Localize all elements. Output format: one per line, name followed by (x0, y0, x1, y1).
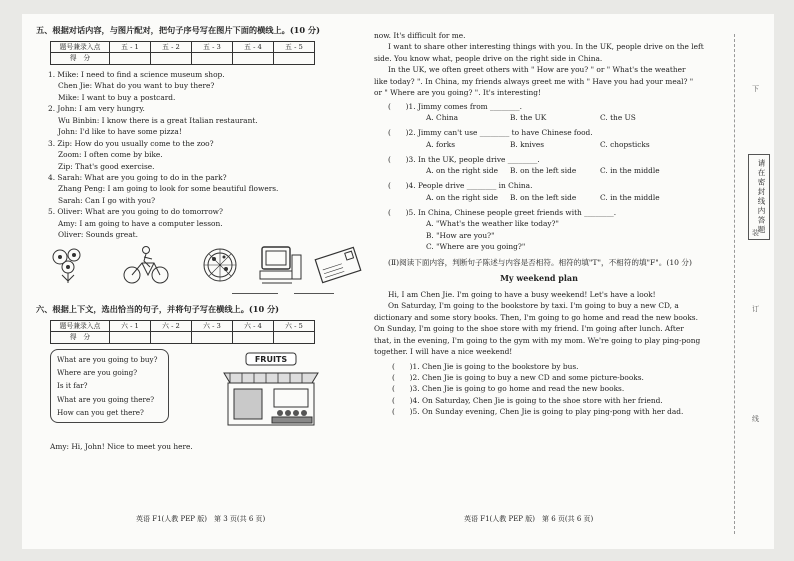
intro-line: side. You know what, people drive on the right side in China. (374, 53, 603, 63)
score-label: 得 分 (51, 332, 110, 344)
option: What are you going there? (57, 394, 155, 404)
score-head: 五 - 3 (192, 41, 233, 53)
question-text: )4. People drive ________ in China. (405, 181, 533, 191)
answer-paren[interactable]: ( (392, 384, 410, 394)
option-a: A. China (426, 113, 458, 123)
score-cell[interactable] (274, 332, 315, 344)
answer-blank[interactable] (294, 293, 334, 294)
answer-blank[interactable] (232, 293, 278, 294)
dialog-line: Sarah: Can I go with you? (58, 195, 156, 205)
left-page (36, 14, 366, 523)
score-cell[interactable] (110, 332, 151, 344)
score-label: 得 分 (51, 53, 110, 65)
tf-statement: )2. Chen Jie is going to buy a new CD and some picture-books. (409, 373, 644, 382)
plan-line: that, in the evening, I'm going to the gym with my mom. We're going to play ping-pong (374, 335, 701, 345)
plan-line: dictionary and some story books. Then, I'm going to go home and read the new books. (374, 312, 698, 322)
binding-char: 线 (752, 415, 759, 423)
option-c: C. in the middle (600, 166, 660, 176)
answer-paren[interactable]: ( (388, 101, 406, 111)
score-head: 五 - 5 (274, 41, 315, 53)
dialog-5 (36, 206, 366, 240)
dialog-line: Zhang Peng: I am going to look for some beautiful flowers. (58, 184, 279, 194)
question-text: )3. In the UK, people drive ________. (405, 154, 540, 164)
section6-body (36, 349, 366, 439)
question-text: )2. Jimmy can't use ________ to have Chinese food. (405, 128, 593, 138)
question-4 (374, 180, 704, 203)
option: What are you going to buy? (57, 354, 158, 364)
plan-line: Hi, I am Chen Jie. I'm going to have a busy weekend! Let's have a look! (388, 289, 656, 299)
option-b: B. on the left side (510, 166, 577, 176)
dialog-4 (36, 172, 366, 206)
section5-title: 五、根据对话内容，与图片配对，把句子序号写在图片下面的横线上。(10 分) (36, 25, 320, 35)
question-5 (374, 207, 704, 253)
dialog-3 (36, 138, 366, 172)
answer-paren[interactable]: ( (388, 154, 406, 164)
score-cell[interactable] (233, 332, 274, 344)
score-cell[interactable] (110, 53, 151, 65)
score-head: 六 - 5 (274, 320, 315, 332)
option-a: A. on the right side (426, 192, 499, 202)
dialog-line: 5. Oliver: What are you going to do tomorrow? (48, 207, 223, 217)
fruits-sign: FRUITS (254, 354, 288, 364)
option-b: B. "How are you?" (426, 230, 495, 240)
dialog-line: Chen Jie: What do you want to buy there? (58, 81, 215, 91)
dialog-line: Mike: I want to buy a postcard. (58, 92, 176, 102)
answer-paren[interactable]: ( (388, 128, 406, 138)
options-box (50, 349, 169, 424)
question-text: )1. Jimmy comes from ________. (405, 101, 522, 111)
score-cell[interactable] (233, 53, 274, 65)
plan-line: On Sunday, I'm going to the shoe store with my friend. I'm going after lunch. After (374, 324, 684, 334)
section5-score-table (50, 41, 315, 65)
tf-statement: )3. Chen Jie is going to go home and read the new books. (409, 384, 625, 394)
answer-paren[interactable]: ( (392, 373, 410, 382)
option-c: C. chopsticks (600, 139, 650, 149)
binding-notice: 请在密封线内答题 (748, 154, 770, 240)
bike-picture (122, 245, 172, 285)
option-c: C. in the middle (600, 192, 660, 202)
plan-line: On Saturday, I'm going to the bookstore by taxi. I'm going to buy a new CD, a (388, 301, 679, 311)
computer-picture (258, 245, 304, 287)
score-cell[interactable] (151, 53, 192, 65)
option-b: B. on the left side (510, 192, 577, 202)
answer-paren[interactable]: ( (388, 207, 406, 217)
intro-line: now. It's difficult for me. (374, 31, 466, 40)
tf-statement: )1. Chen Jie is going to the bookstore by bus. (409, 361, 579, 371)
tf-statement: )5. On Sunday evening, Chen Jie is going to play ping-pong with her dad. (409, 407, 684, 417)
score-head: 五 - 4 (233, 41, 274, 53)
dialog-line: 3. Zip: How do you usually come to the zoo? (48, 138, 214, 148)
intro-line: In the UK, we often greet others with " How are you? " or " What's the weather (388, 65, 686, 75)
score-head: 题号兼录入点 (51, 41, 110, 53)
question-3 (374, 154, 704, 177)
option-a: A. on the right side (426, 166, 499, 176)
answer-paren[interactable]: ( (392, 361, 410, 371)
score-cell[interactable] (151, 332, 192, 344)
answer-lines (36, 293, 366, 297)
dialog-line: Zoom: I often come by bike. (58, 150, 163, 160)
score-cell[interactable] (192, 53, 233, 65)
postcard-picture (312, 245, 364, 285)
dialog-1 (36, 69, 366, 103)
part2-title: (Ⅱ)阅读下面内容，判断句子陈述与内容是否相符。相符的填"T"，不相符的填"F"。(10 分) (388, 257, 692, 267)
dialog-line: Zip: That's good exercise. (58, 161, 155, 171)
score-head: 六 - 4 (233, 320, 274, 332)
fruit-shop-picture (216, 351, 326, 431)
option: How can you get there? (57, 407, 144, 417)
plan-title: My weekend plan (500, 273, 578, 284)
binding-char: 订 (752, 305, 759, 313)
option-c: C. the US (600, 113, 636, 123)
dialog-line: Amy: I am going to have a computer lesson. (58, 218, 223, 228)
tf-statement: )4. On Saturday, Chen Jie is going to the shoe store with her friend. (409, 395, 663, 405)
section6-title: 六、根据上下文，选出恰当的句子，并将句子写在横线上。(10 分) (36, 303, 280, 314)
option-b: B. knives (510, 139, 545, 149)
option-a: A. "What's the weather like today?" (426, 219, 559, 229)
score-head: 六 - 1 (110, 320, 151, 332)
option: Is it far? (57, 381, 88, 391)
option-c: C. "Where are you going?" (426, 242, 526, 252)
score-head: 六 - 3 (192, 320, 233, 332)
dialog-line: John: I'd like to have some pizza! (58, 127, 182, 137)
section6-score-table (50, 320, 315, 344)
true-false-list (374, 361, 704, 418)
binding-dash-line (734, 34, 735, 534)
intro-line: I want to share other interesting things with you. In the UK, people drive on the left (388, 42, 704, 52)
picture-row (36, 245, 366, 293)
dialog-line: 1. Mike: I need to find a science museum shop. (48, 69, 225, 79)
pizza-picture (200, 245, 240, 285)
exam-sheet (22, 14, 774, 549)
dialog-line: 4. Sarah: What are you going to do in the park? (48, 172, 227, 182)
amy-line: Amy: Hi, John! Nice to meet you here. (50, 441, 193, 451)
dialog-line: 2. John: I am very hungry. (48, 104, 145, 114)
dialog-list (36, 69, 366, 241)
score-head: 六 - 2 (151, 320, 192, 332)
score-head: 五 - 2 (151, 41, 192, 53)
option: Where are you going? (57, 367, 138, 377)
dialog-line: Wu Binbin: I know there is a great Italian restaurant. (58, 115, 258, 125)
flowers-picture (48, 245, 90, 285)
answer-paren[interactable]: ( (392, 395, 410, 405)
plan-line: together. I will have a nice weekend! (374, 347, 513, 357)
question-text: )5. In China, Chinese people greet friends with ________. (405, 207, 617, 217)
score-cell[interactable] (192, 332, 233, 344)
question-2 (374, 127, 704, 150)
right-page (374, 30, 704, 523)
score-head: 题号兼录入点 (51, 320, 110, 332)
answer-paren[interactable]: ( (392, 407, 410, 417)
choice-questions (374, 101, 704, 253)
dialog-line: Oliver: Sounds great. (58, 230, 138, 240)
intro-line: or " Where are you going? ". It's interesting! (374, 88, 541, 98)
binding-char: 下 (752, 85, 759, 93)
option-b: B. the UK (510, 113, 547, 123)
left-footer: 英语 F1(人教 PEP 版) 第 3 页(共 6 页) (136, 515, 266, 523)
intro-line: like today? ". In China, my friends always greet me with " Have you had your meal? " (374, 76, 694, 86)
option-a: A. forks (426, 139, 456, 149)
binding-char: 装 (752, 229, 759, 237)
right-footer: 英语 F1(人教 PEP 版) 第 6 页(共 6 页) (464, 515, 594, 523)
score-head: 五 - 1 (110, 41, 151, 53)
score-cell[interactable] (274, 53, 315, 65)
question-1 (374, 101, 704, 124)
answer-paren[interactable]: ( (388, 181, 406, 191)
dialog-2 (36, 103, 366, 137)
